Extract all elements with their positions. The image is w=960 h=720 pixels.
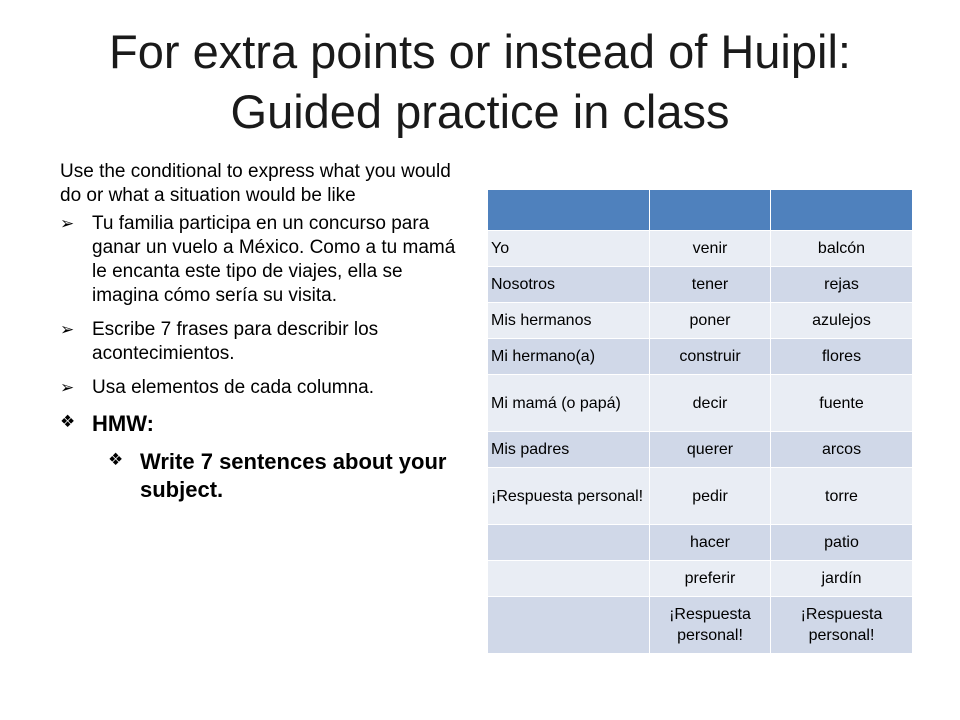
- noun-cell: ¡Respuesta personal!: [771, 597, 913, 654]
- noun-cell: rejas: [771, 267, 913, 303]
- homework-task: [108, 448, 460, 504]
- bullet-item: [60, 376, 460, 400]
- diamond-bullet-icon: ❖: [60, 412, 76, 431]
- verb-cell: pedir: [650, 468, 771, 525]
- diamond-bullet-icon: ❖: [108, 450, 124, 469]
- verb-cell: tener: [650, 267, 771, 303]
- noun-cell: arcos: [771, 432, 913, 468]
- verb-cell: construir: [650, 339, 771, 375]
- verb-cell: venir: [650, 231, 771, 267]
- header-cell: [488, 190, 650, 231]
- verb-cell: ¡Respuesta personal!: [650, 597, 771, 654]
- table-header-row: [488, 190, 913, 231]
- noun-cell: patio: [771, 525, 913, 561]
- subject-cell: Mi mamá (o papá): [488, 375, 650, 432]
- vocabulary-table-body: [488, 190, 913, 654]
- subject-cell: [488, 561, 650, 597]
- arrow-bullet-icon: ➢: [60, 214, 75, 233]
- table-row: [488, 267, 913, 303]
- homework-task-text: Write 7 sentences about your subject.: [140, 449, 447, 502]
- table-row: [488, 231, 913, 267]
- verb-cell: poner: [650, 303, 771, 339]
- bullet-list: [60, 212, 460, 400]
- noun-cell: torre: [771, 468, 913, 525]
- table-row: [488, 432, 913, 468]
- subject-cell: ¡Respuesta personal!: [488, 468, 650, 525]
- table-row: [488, 468, 913, 525]
- verb-cell: decir: [650, 375, 771, 432]
- slide-title: For extra points or instead of Huipil: Guided practice in class: [109, 25, 851, 138]
- instructions-panel: [60, 160, 460, 514]
- noun-cell: azulejos: [771, 303, 913, 339]
- bullet-item: [60, 212, 460, 308]
- noun-cell: balcón: [771, 231, 913, 267]
- verb-cell: hacer: [650, 525, 771, 561]
- subject-cell: Mis padres: [488, 432, 650, 468]
- bullet-text: Tu familia participa en un concurso para ganar un vuelo a México. Como a tu mamá le encanta este tipo de viajes, ella se imagina cómo sería su visita.: [92, 213, 456, 306]
- table-row: [488, 597, 913, 654]
- subject-cell: Yo: [488, 231, 650, 267]
- subject-cell: [488, 525, 650, 561]
- table-row: [488, 303, 913, 339]
- header-cell: [771, 190, 913, 231]
- noun-cell: jardín: [771, 561, 913, 597]
- intro-text: Use the conditional to express what you would do or what a situation would be like: [60, 161, 451, 206]
- subject-cell: Mis hermanos: [488, 303, 650, 339]
- table-row: [488, 561, 913, 597]
- arrow-bullet-icon: ➢: [60, 320, 75, 339]
- vocabulary-table: [487, 189, 913, 654]
- noun-cell: flores: [771, 339, 913, 375]
- subject-cell: Nosotros: [488, 267, 650, 303]
- subject-cell: Mi hermano(a): [488, 339, 650, 375]
- header-cell: [650, 190, 771, 231]
- table-row: [488, 375, 913, 432]
- verb-cell: querer: [650, 432, 771, 468]
- table-row: [488, 339, 913, 375]
- bullet-item: [60, 318, 460, 366]
- bullet-text: Usa elementos de cada columna.: [92, 377, 374, 398]
- arrow-bullet-icon: ➢: [60, 378, 75, 397]
- homework-label: HMW:: [92, 411, 154, 436]
- table-row: [488, 525, 913, 561]
- subject-cell: [488, 597, 650, 654]
- noun-cell: fuente: [771, 375, 913, 432]
- homework-heading: [60, 410, 460, 438]
- verb-cell: preferir: [650, 561, 771, 597]
- bullet-text: Escribe 7 frases para describir los acontecimientos.: [92, 319, 379, 364]
